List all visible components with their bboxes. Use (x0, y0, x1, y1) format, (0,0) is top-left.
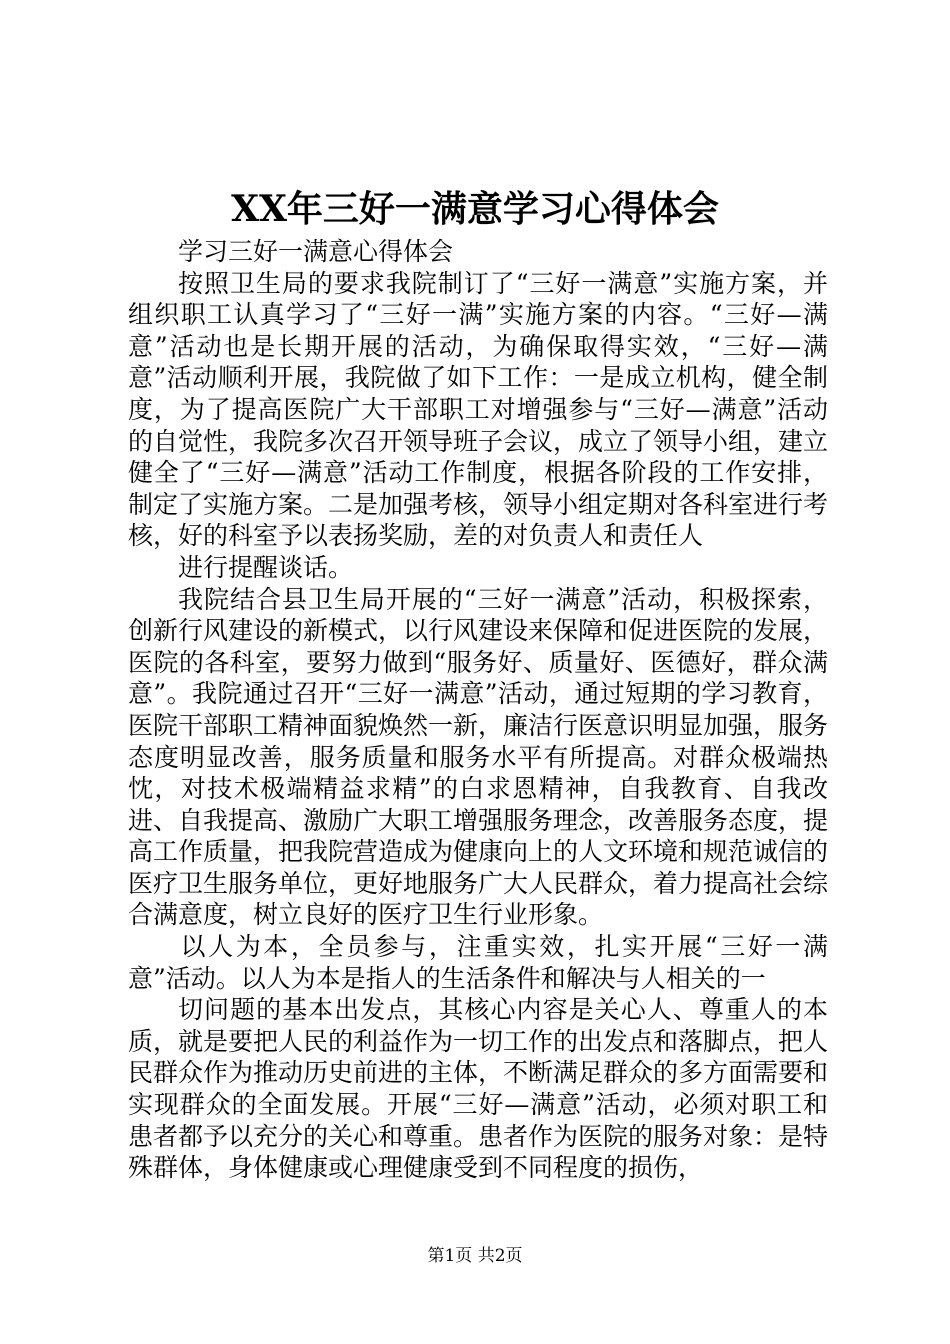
paragraph-2: 进行提醒谈话。 (178, 552, 354, 582)
paragraph-4: 以人为本，全员参与，注重实效，扎实开展“三好一满意”活动。以人为本是指人的生活条件和解决与人相关的一 (128, 932, 828, 993)
page-number-footer: 第1页 共2页 (427, 1246, 523, 1266)
paragraph-subtitle: 学习三好一满意心得体会 (178, 237, 454, 266)
paragraph-1: 按照卫生局的要求我院制订了“三好一满意”实施方案，并组织职工认真学习了“三好一满”实施方案的内容。“三好—满意”活动也是长期开展的活动，为确保取得实效，“三好—满意”活动顺利开展，我院做了如下工作：一是成立机构，健全制度，为了提高医院广大干部职工对增强参与“三好—满意”活动的自觉性，我院多次召开领导班子会议，成立了领导小组，建立健全了“三好—满意”活动工作制度，根据各阶段的工作安排，制定了实施方案。二是加强考核，领导小组定期对各科室进行考核，好的科室予以表扬奖励，差的对负责人和责任人 (128, 268, 829, 551)
document-body (128, 236, 828, 1184)
paragraph-5: 切问题的基本出发点，其核心内容是关心人、尊重人的本质，就是要把人民的利益作为一切工作的出发点和落脚点，把人民群众作为推动历史前进的主体，不断满足群众的多方面需要和实现群众的全面发展。开展“三好—满意”活动，必须对职工和患者都予以充分的关心和尊重。患者作为医院的服务对象：是特殊群体，身体健康或心理健康受到不同程度的损伤， (128, 995, 829, 1183)
document-title: XX年三好一满意学习心得体会 (231, 188, 719, 230)
paragraph-3: 我院结合县卫生局开展的“三好一满意”活动，积极探索，创新行风建设的新模式，以行风建设来保障和促进医院的发展，医院的各科室，要努力做到“服务好、质量好、医德好，群众满意”。我院通过召开“三好一满意”活动，通过短期的学习教育，医院干部职工精神面貌焕然一新，廉洁行医意识明显加强，服务态度明显改善，服务质量和服务水平有所提高。对群众极端热忱，对技术极端精益求精”的白求恩精神，自我教育、自我改进、自我提高、激励广大职工增强服务理念，改善服务态度，提高工作质量，把我院营造成为健康向上的人文环境和规范诚信的医疗卫生服务单位，更好地服务广大人民群众，着力提高社会综合满意度，树立良好的医疗卫生行业形象。 (128, 584, 829, 930)
